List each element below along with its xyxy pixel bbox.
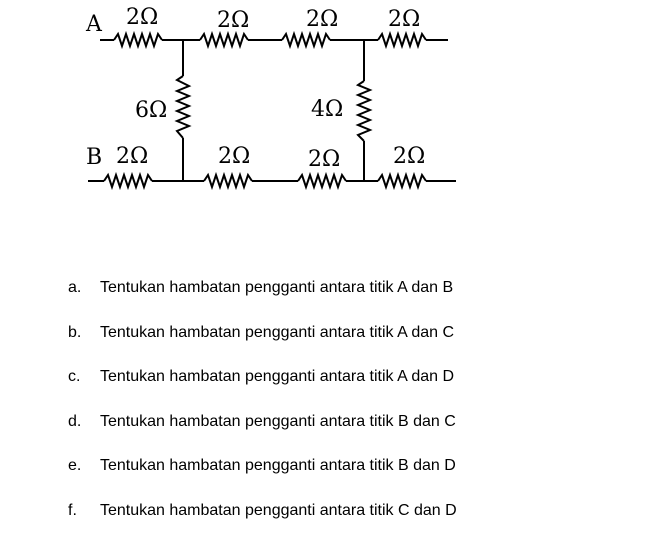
question-text: Tentukan hambatan pengganti antara titik C dan D <box>100 501 457 519</box>
question-text: Tentukan hambatan pengganti antara titik B dan C <box>100 412 456 430</box>
question-letter: b. <box>68 323 82 341</box>
question-item <box>68 273 628 318</box>
label-bottom-2: 2Ω <box>218 144 251 169</box>
resistor-bottom-1 <box>104 175 152 187</box>
resistor-bottom-4 <box>378 175 426 187</box>
question-list <box>68 273 628 540</box>
label-top-2: 2Ω <box>217 8 250 33</box>
question-text: Tentukan hambatan pengganti antara titik B dan D <box>100 457 456 474</box>
resistor-bottom-3 <box>298 175 346 187</box>
question-text: Tentukan hambatan pengganti antara titik A dan B <box>100 279 454 296</box>
question-item <box>68 362 628 407</box>
resistor-top-2 <box>200 34 248 46</box>
resistor-vertical-right <box>358 81 370 141</box>
question-letter: a. <box>68 279 82 296</box>
label-bottom-3: 2Ω <box>308 147 341 172</box>
question-letter: e. <box>68 457 82 474</box>
question-item <box>68 496 628 541</box>
label-top-4: 2Ω <box>388 7 421 32</box>
label-top-3: 2Ω <box>306 7 339 32</box>
question-letter: f. <box>68 501 77 519</box>
label-top-1: 2Ω <box>126 5 159 30</box>
label-vertical-left: 6Ω <box>135 98 168 123</box>
question-item <box>68 451 628 496</box>
resistor-top-1 <box>114 34 162 46</box>
node-label-b: B <box>86 145 103 170</box>
label-bottom-4: 2Ω <box>393 144 426 169</box>
resistor-top-4 <box>378 34 426 46</box>
question-item <box>68 407 628 452</box>
label-vertical-right: 4Ω <box>311 97 344 122</box>
resistor-top-3 <box>282 34 330 46</box>
node-label-a: A <box>86 12 102 37</box>
question-letter: d. <box>68 412 82 430</box>
question-text: Tentukan hambatan pengganti antara titik A dan C <box>100 323 455 341</box>
label-bottom-1: 2Ω <box>116 144 149 169</box>
resistor-bottom-2 <box>204 175 252 187</box>
question-item <box>68 318 628 363</box>
resistor-vertical-left <box>177 76 189 138</box>
question-text: Tentukan hambatan pengganti antara titik A dan D <box>100 368 455 385</box>
question-letter: c. <box>68 368 81 385</box>
